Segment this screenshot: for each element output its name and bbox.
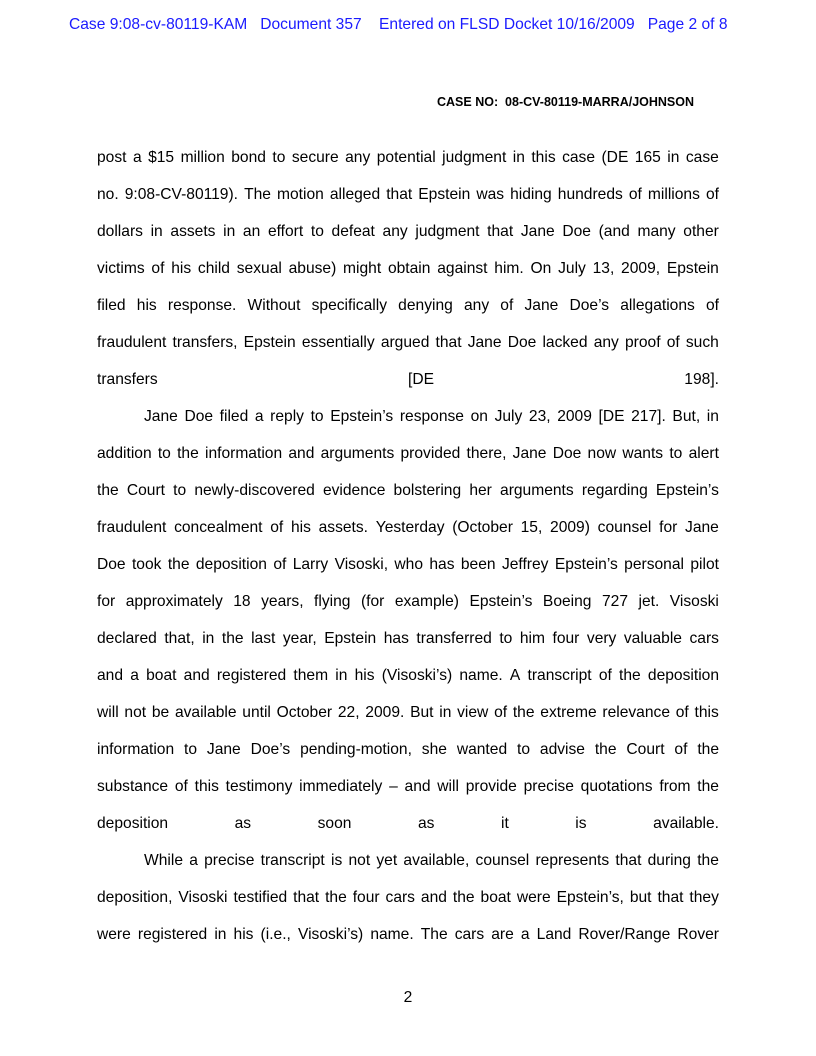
body-line: fraudulent concealment of his assets. Yesterday (October 15, 2009) counsel for Jane: [97, 519, 719, 536]
body-line: substance of this testimony immediately – and will provide precise quotations from the: [97, 778, 719, 795]
body-line: post a $15 million bond to secure any potential judgment in this case (DE 165 in case: [97, 149, 719, 166]
body-line: deposition as soon as it is available.: [97, 815, 719, 832]
body-line: While a precise transcript is not yet available, counsel represents that during the: [144, 852, 719, 869]
body-line: declared that, in the last year, Epstein has transferred to him four very valuable cars: [97, 630, 719, 647]
body-line: deposition, Visoski testified that the four cars and the boat were Epstein’s, but that they: [97, 889, 719, 906]
body-line: and a boat and registered them in his (Visoski’s) name. A transcript of the deposition: [97, 667, 719, 684]
body-line: no. 9:08-CV-80119). The motion alleged that Epstein was hiding hundreds of millions of: [97, 186, 719, 203]
document-body: [97, 147, 719, 961]
body-line: Doe took the deposition of Larry Visoski, who has been Jeffrey Epstein’s personal pilot: [97, 556, 719, 573]
body-line: the Court to newly-discovered evidence bolstering her arguments regarding Epstein’s: [97, 482, 719, 499]
body-line: will not be available until October 22, 2009. But in view of the extreme relevance of this: [97, 704, 719, 721]
case-number-heading: CASE NO: 08-CV-80119-MARRA/JOHNSON: [437, 95, 695, 109]
body-line: were registered in his (i.e., Visoski’s) name. The cars are a Land Rover/Range Rover: [97, 926, 719, 943]
body-line: addition to the information and arguments provided there, Jane Doe now wants to alert: [97, 445, 719, 462]
body-line: dollars in assets in an effort to defeat any judgment that Jane Doe (and many other: [97, 223, 719, 240]
body-line: victims of his child sexual abuse) might obtain against him. On July 13, 2009, Epstein: [97, 260, 719, 277]
body-line: Jane Doe filed a reply to Epstein’s response on July 23, 2009 [DE 217]. But, in: [144, 408, 719, 425]
body-line: information to Jane Doe’s pending-motion, she wanted to advise the Court of the: [97, 741, 719, 758]
body-line: for approximately 18 years, flying (for example) Epstein’s Boeing 727 jet. Visoski: [97, 593, 719, 610]
body-line: fraudulent transfers, Epstein essentially argued that Jane Doe lacked any proof of such: [97, 334, 719, 351]
page-number: 2: [403, 989, 413, 1006]
body-line: filed his response. Without specifically denying any of Jane Doe’s allegations of: [97, 297, 719, 314]
body-line: transfers [DE 198].: [97, 371, 719, 388]
docket-stamp: Case 9:08-cv-80119-KAM Document 357 Entered on FLSD Docket 10/16/2009 Page 2 of 8: [69, 16, 728, 33]
